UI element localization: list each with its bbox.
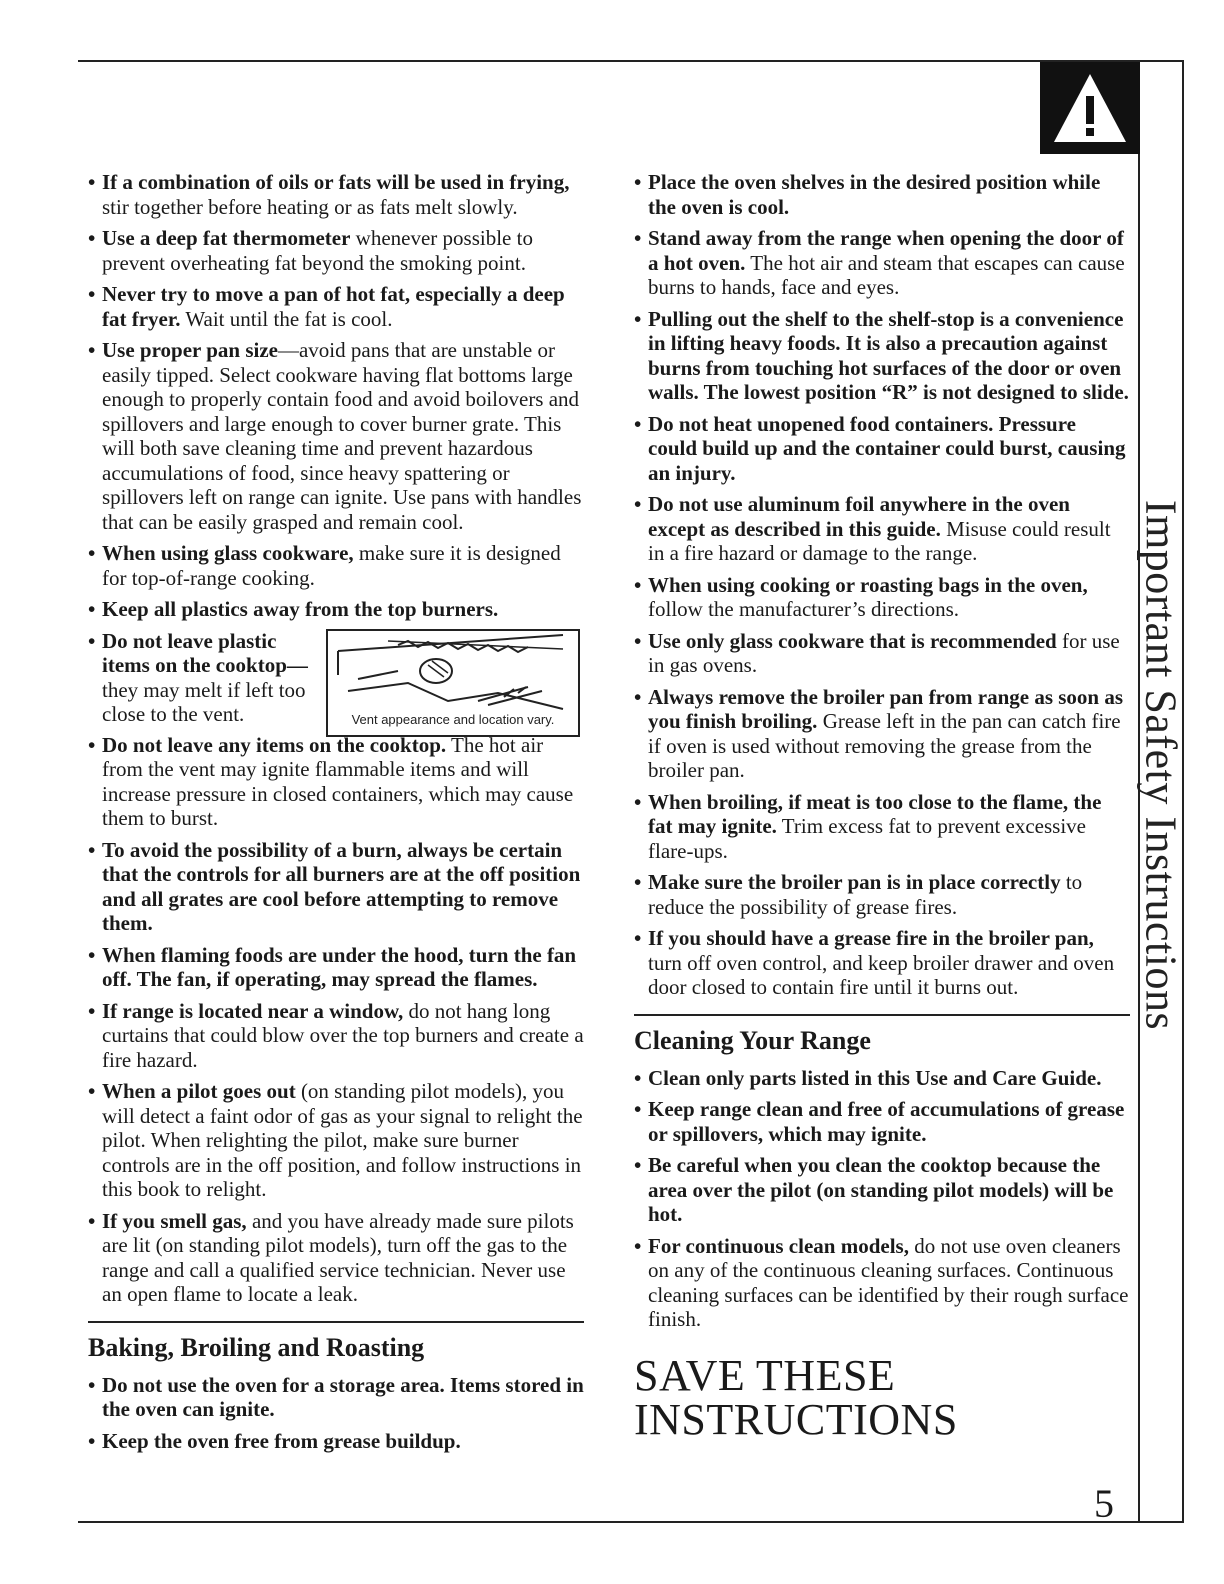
page-number: 5	[1094, 1481, 1114, 1526]
list-item: • Make sure the broiler pan is in place correctly to reduce the possibility of grease fires.	[634, 870, 1130, 919]
section-divider	[634, 1014, 1130, 1016]
list-item: • When using cooking or roasting bags in the oven, follow the manufacturer’s directions.	[634, 573, 1130, 622]
list-item: • Stand away from the range when opening the door of a hot oven. The hot air and steam that escapes can cause burns to hands, face and eyes.	[634, 226, 1130, 300]
list-item: • Always remove the broiler pan from range as soon as you finish broiling. Grease left in the pan can catch fire if oven is used without removing the grease from the broiler pan.	[634, 685, 1130, 783]
list-item: • For continuous clean models, do not use oven cleaners on any of the continuous cleaning surfaces. Continuous cleaning surfaces can be identified by their rough surface finish.	[634, 1234, 1130, 1332]
list-item: • Be careful when you clean the cooktop because the area over the pilot (on standing pilot models) will be hot.	[634, 1153, 1130, 1227]
list-item: • Place the oven shelves in the desired position while the oven is cool.	[634, 170, 1130, 219]
list-item: • When a pilot goes out (on standing pilot models), you will detect a faint odor of gas as your signal to relight the pilot. When relighting the pilot, make sure burner controls are in the off position, and follow instructions in this book to relight.	[88, 1079, 584, 1202]
list-item: • When flaming foods are under the hood, turn the fan off. The fan, if operating, may spread the flames.	[88, 943, 584, 992]
list-item: • Keep all plastics away from the top burners.	[88, 597, 584, 622]
list-item: • If range is located near a window, do not hang long curtains that could blow over the top burners and create a fire hazard.	[88, 999, 584, 1073]
section-divider	[88, 1321, 584, 1323]
cleaning-heading: Cleaning Your Range	[634, 1025, 871, 1055]
list-item: • If you smell gas, and you have already made sure pilots are lit (on standing pilot models), turn off the gas to the range and call a qualified service technician. Never use an open flame to locate a leak.	[88, 1209, 584, 1307]
list-item: • Clean only parts listed in this Use and Care Guide.	[634, 1066, 1130, 1091]
left-column	[88, 170, 584, 1460]
list-item: • Never try to move a pan of hot fat, especially a deep fat fryer. Wait until the fat is cool.	[88, 282, 584, 331]
list-item: • When broiling, if meat is too close to the flame, the fat may ignite. Trim excess fat to prevent excessive flare-ups.	[634, 790, 1130, 864]
vent-illustration: Vent appearance and location vary.	[326, 629, 580, 737]
list-item: • Do not heat unopened food containers. Pressure could build up and the container could burst, causing an injury.	[634, 412, 1130, 486]
list-item: • Do not use aluminum foil anywhere in the oven except as described in this guide. Misuse could result in a fire hazard or damage to the range.	[634, 492, 1130, 566]
cooktop-vent-drawing	[328, 631, 578, 717]
list-item: • Use a deep fat thermometer whenever possible to prevent overheating fat beyond the smoking point.	[88, 226, 584, 275]
list-item: • Pulling out the shelf to the shelf-stop is a convenience in lifting heavy foods. It is also a precaution against burns from touching hot surfaces of the door or oven walls. The lowest position “R” is not designed to slide.	[634, 307, 1130, 405]
list-item: • If a combination of oils or fats will be used in frying, stir together before heating or as fats melt slowly.	[88, 170, 584, 219]
warning-badge	[1040, 62, 1140, 154]
baking-heading: Baking, Broiling and Roasting	[88, 1332, 425, 1362]
list-item: • Use only glass cookware that is recommended for use in gas ovens.	[634, 629, 1130, 678]
list-item: • Keep the oven free from grease buildup.	[88, 1429, 584, 1454]
top-rule	[78, 60, 1184, 62]
list-item: • Do not use the oven for a storage area. Items stored in the oven can ignite.	[88, 1373, 584, 1422]
list-item: • Use proper pan size—avoid pans that are unstable or easily tipped. Select cookware having flat bottoms large enough to properly contain food and avoid boilovers and spillovers and large enough to cover burner grate. This will both save cleaning time and prevent hazardous accumulations of food, since heavy spattering or spillovers left on range can ignite. Use pans with handles that can be easily grasped and remain cool.	[88, 338, 584, 534]
save-instructions-banner: SAVE THESE INSTRUCTIONS	[634, 1350, 958, 1444]
list-item: • When using glass cookware, make sure it is designed for top-of-range cooking.	[88, 541, 584, 590]
list-item: • Keep range clean and free of accumulations of grease or spillovers, which may ignite.	[634, 1097, 1130, 1146]
list-item: • To avoid the possibility of a burn, always be certain that the controls for all burners are at the off position and all grates are cool before attempting to remove them.	[88, 838, 584, 936]
right-column	[634, 170, 1130, 1442]
warning-triangle-icon	[1050, 70, 1130, 146]
list-item: • If you should have a grease fire in the broiler pan, turn off oven control, and keep broiler drawer and oven door closed to contain fire until it burns out.	[634, 926, 1130, 1000]
list-item: • Do not leave plastic items on the cooktop—they may melt if left too close to the vent.	[88, 629, 317, 727]
bottom-rule	[78, 1521, 1184, 1523]
list-item: • Do not leave any items on the cooktop. The hot air from the vent may ignite flammable items and will increase pressure in closed containers, which may cause them to burst.	[88, 733, 584, 831]
plastic-warning	[88, 629, 584, 727]
